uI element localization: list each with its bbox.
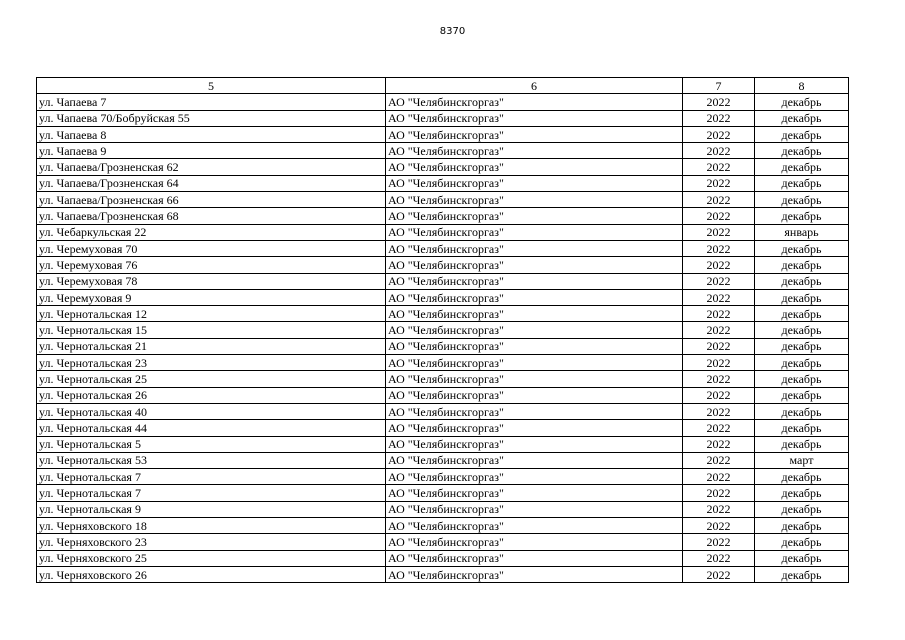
address-cell: ул. Чапаева/Грозненская 64 — [37, 175, 386, 191]
year-cell: 2022 — [683, 469, 755, 485]
table-header — [37, 78, 849, 94]
year-cell: 2022 — [683, 289, 755, 305]
address-cell: ул. Черняховского 18 — [37, 518, 386, 534]
organization-cell: АО "Челябинскгоргаз" — [386, 306, 683, 322]
month-cell: декабрь — [755, 159, 849, 175]
table-row — [37, 240, 849, 256]
year-cell: 2022 — [683, 355, 755, 371]
address-cell: ул. Черняховского 25 — [37, 550, 386, 566]
address-cell: ул. Чернотальская 44 — [37, 420, 386, 436]
year-cell: 2022 — [683, 550, 755, 566]
year-cell: 2022 — [683, 273, 755, 289]
column-header-7: 7 — [683, 78, 755, 94]
table-row — [37, 452, 849, 468]
organization-cell: АО "Челябинскгоргаз" — [386, 355, 683, 371]
organization-cell: АО "Челябинскгоргаз" — [386, 518, 683, 534]
address-cell: ул. Черемуховая 9 — [37, 289, 386, 305]
table-row — [37, 501, 849, 517]
month-cell: декабрь — [755, 208, 849, 224]
year-cell: 2022 — [683, 257, 755, 273]
year-cell: 2022 — [683, 208, 755, 224]
month-cell: декабрь — [755, 94, 849, 110]
organization-cell: АО "Челябинскгоргаз" — [386, 175, 683, 191]
year-cell: 2022 — [683, 566, 755, 582]
year-cell: 2022 — [683, 534, 755, 550]
month-cell: декабрь — [755, 469, 849, 485]
month-cell: декабрь — [755, 338, 849, 354]
organization-cell: АО "Челябинскгоргаз" — [386, 566, 683, 582]
column-header-6: 6 — [386, 78, 683, 94]
year-cell: 2022 — [683, 110, 755, 126]
month-cell: декабрь — [755, 192, 849, 208]
organization-cell: АО "Челябинскгоргаз" — [386, 485, 683, 501]
table-row — [37, 306, 849, 322]
table-row — [37, 420, 849, 436]
table-row — [37, 387, 849, 403]
organization-cell: АО "Челябинскгоргаз" — [386, 240, 683, 256]
year-cell: 2022 — [683, 126, 755, 142]
address-cell: ул. Чернотальская 53 — [37, 452, 386, 468]
organization-cell: АО "Челябинскгоргаз" — [386, 126, 683, 142]
organization-cell: АО "Челябинскгоргаз" — [386, 403, 683, 419]
table-row — [37, 518, 849, 534]
year-cell: 2022 — [683, 94, 755, 110]
year-cell: 2022 — [683, 322, 755, 338]
month-cell: декабрь — [755, 110, 849, 126]
month-cell: декабрь — [755, 371, 849, 387]
month-cell: декабрь — [755, 322, 849, 338]
month-cell: декабрь — [755, 273, 849, 289]
month-cell: декабрь — [755, 306, 849, 322]
address-cell: ул. Чапаева 9 — [37, 143, 386, 159]
month-cell: декабрь — [755, 436, 849, 452]
table-row — [37, 192, 849, 208]
table-row — [37, 469, 849, 485]
year-cell: 2022 — [683, 436, 755, 452]
month-cell: декабрь — [755, 420, 849, 436]
table-row — [37, 224, 849, 240]
organization-cell: АО "Челябинскгоргаз" — [386, 273, 683, 289]
address-cell: ул. Черемуховая 76 — [37, 257, 386, 273]
address-cell: ул. Чернотальская 21 — [37, 338, 386, 354]
organization-cell: АО "Челябинскгоргаз" — [386, 94, 683, 110]
address-cell: ул. Чапаева 7 — [37, 94, 386, 110]
year-cell: 2022 — [683, 403, 755, 419]
organization-cell: АО "Челябинскгоргаз" — [386, 501, 683, 517]
year-cell: 2022 — [683, 143, 755, 159]
year-cell: 2022 — [683, 501, 755, 517]
month-cell: декабрь — [755, 289, 849, 305]
year-cell: 2022 — [683, 192, 755, 208]
organization-cell: АО "Челябинскгоргаз" — [386, 289, 683, 305]
table-row — [37, 94, 849, 110]
address-cell: ул. Чернотальская 9 — [37, 501, 386, 517]
organization-cell: АО "Челябинскгоргаз" — [386, 436, 683, 452]
table-row — [37, 208, 849, 224]
month-cell: декабрь — [755, 387, 849, 403]
column-header-5: 5 — [37, 78, 386, 94]
year-cell: 2022 — [683, 338, 755, 354]
month-cell: декабрь — [755, 257, 849, 273]
month-cell: декабрь — [755, 175, 849, 191]
organization-cell: АО "Челябинскгоргаз" — [386, 192, 683, 208]
table-row — [37, 273, 849, 289]
address-cell: ул. Черняховского 23 — [37, 534, 386, 550]
month-cell: декабрь — [755, 534, 849, 550]
organization-cell: АО "Челябинскгоргаз" — [386, 387, 683, 403]
address-cell: ул. Черемуховая 70 — [37, 240, 386, 256]
table-row — [37, 110, 849, 126]
year-cell: 2022 — [683, 175, 755, 191]
address-cell: ул. Чернотальская 23 — [37, 355, 386, 371]
organization-cell: АО "Челябинскгоргаз" — [386, 257, 683, 273]
table-row — [37, 289, 849, 305]
address-cell: ул. Чернотальская 15 — [37, 322, 386, 338]
month-cell: декабрь — [755, 550, 849, 566]
year-cell: 2022 — [683, 452, 755, 468]
month-cell: декабрь — [755, 126, 849, 142]
address-cell: ул. Чапаева/Грозненская 62 — [37, 159, 386, 175]
year-cell: 2022 — [683, 306, 755, 322]
address-cell: ул. Чернотальская 7 — [37, 469, 386, 485]
month-cell: декабрь — [755, 485, 849, 501]
organization-cell: АО "Челябинскгоргаз" — [386, 208, 683, 224]
organization-cell: АО "Челябинскгоргаз" — [386, 338, 683, 354]
table-row — [37, 159, 849, 175]
month-cell: январь — [755, 224, 849, 240]
table-row — [37, 566, 849, 582]
address-cell: ул. Чернотальская 40 — [37, 403, 386, 419]
organization-cell: АО "Челябинскгоргаз" — [386, 110, 683, 126]
table-row — [37, 371, 849, 387]
table-body — [37, 94, 849, 583]
month-cell: декабрь — [755, 501, 849, 517]
month-cell: декабрь — [755, 240, 849, 256]
table-row — [37, 355, 849, 371]
column-header-8: 8 — [755, 78, 849, 94]
organization-cell: АО "Челябинскгоргаз" — [386, 534, 683, 550]
month-cell: декабрь — [755, 143, 849, 159]
organization-cell: АО "Челябинскгоргаз" — [386, 159, 683, 175]
month-cell: декабрь — [755, 566, 849, 582]
address-cell: ул. Черняховского 26 — [37, 566, 386, 582]
address-cell: ул. Черемуховая 78 — [37, 273, 386, 289]
table-row — [37, 257, 849, 273]
address-cell: ул. Чапаева 8 — [37, 126, 386, 142]
table-row — [37, 338, 849, 354]
table-row — [37, 485, 849, 501]
table-row — [37, 403, 849, 419]
month-cell: декабрь — [755, 355, 849, 371]
month-cell: март — [755, 452, 849, 468]
header-row — [37, 78, 849, 94]
organization-cell: АО "Челябинскгоргаз" — [386, 420, 683, 436]
year-cell: 2022 — [683, 159, 755, 175]
year-cell: 2022 — [683, 224, 755, 240]
month-cell: декабрь — [755, 403, 849, 419]
table-row — [37, 550, 849, 566]
table-row — [37, 322, 849, 338]
address-cell: ул. Чапаева 70/Бобруйская 55 — [37, 110, 386, 126]
table-row — [37, 436, 849, 452]
year-cell: 2022 — [683, 387, 755, 403]
page-number: 8370 — [439, 26, 466, 37]
table-row — [37, 175, 849, 191]
address-cell: ул. Чернотальская 25 — [37, 371, 386, 387]
address-cell: ул. Чернотальская 7 — [37, 485, 386, 501]
organization-cell: АО "Челябинскгоргаз" — [386, 322, 683, 338]
table-row — [37, 143, 849, 159]
year-cell: 2022 — [683, 240, 755, 256]
organization-cell: АО "Челябинскгоргаз" — [386, 224, 683, 240]
organization-cell: АО "Челябинскгоргаз" — [386, 371, 683, 387]
address-cell: ул. Чернотальская 5 — [37, 436, 386, 452]
organization-cell: АО "Челябинскгоргаз" — [386, 550, 683, 566]
organization-cell: АО "Челябинскгоргаз" — [386, 452, 683, 468]
month-cell: декабрь — [755, 518, 849, 534]
year-cell: 2022 — [683, 420, 755, 436]
address-cell: ул. Чапаева/Грозненская 68 — [37, 208, 386, 224]
year-cell: 2022 — [683, 371, 755, 387]
year-cell: 2022 — [683, 518, 755, 534]
address-cell: ул. Чебаркульская 22 — [37, 224, 386, 240]
address-cell: ул. Чапаева/Грозненская 66 — [37, 192, 386, 208]
table-row — [37, 534, 849, 550]
address-cell: ул. Чернотальская 26 — [37, 387, 386, 403]
year-cell: 2022 — [683, 485, 755, 501]
schedule-table — [36, 77, 849, 583]
table-row — [37, 126, 849, 142]
address-cell: ул. Чернотальская 12 — [37, 306, 386, 322]
organization-cell: АО "Челябинскгоргаз" — [386, 469, 683, 485]
organization-cell: АО "Челябинскгоргаз" — [386, 143, 683, 159]
